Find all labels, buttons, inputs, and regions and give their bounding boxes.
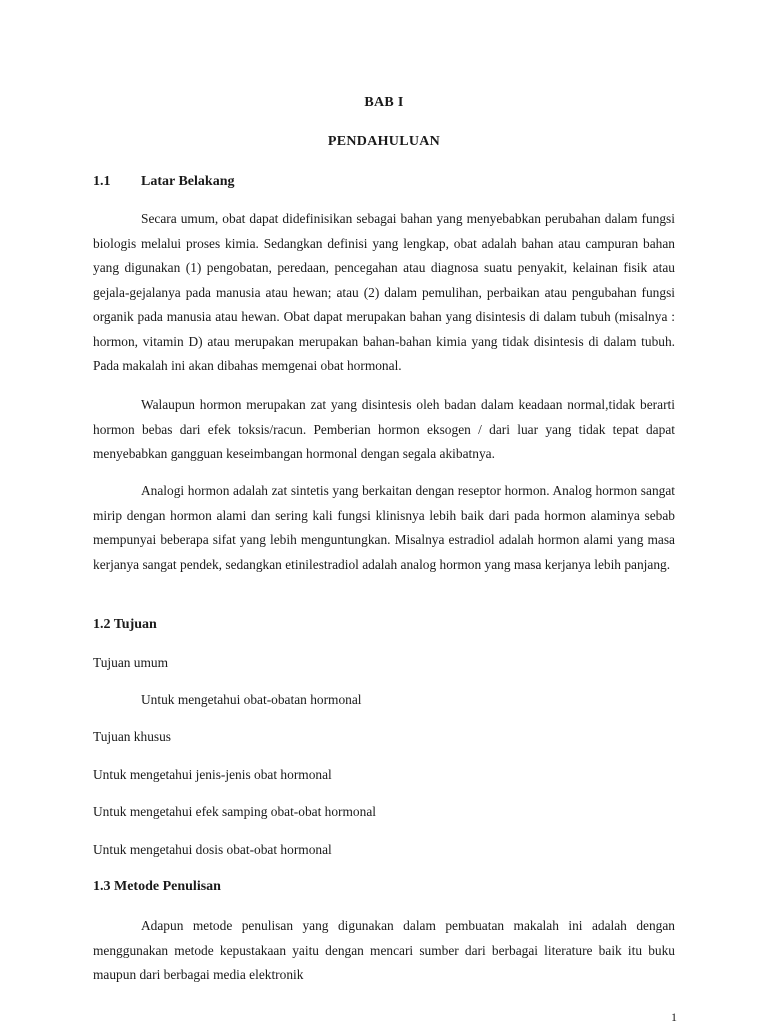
section-heading-tujuan: 1.2 Tujuan	[93, 617, 157, 632]
specific-objective-label: Tujuan khusus	[93, 729, 172, 744]
specific-objective-item: Untuk mengetahui dosis obat-obat hormonal	[93, 842, 332, 857]
section-heading-metode-penulisan: 1.3 Metode Penulisan	[93, 879, 221, 894]
specific-objective-item: Untuk mengetahui jenis-jenis obat hormonal	[93, 767, 332, 782]
paragraph-1: Secara umum, obat dapat didefinisikan sebagai bahan yang menyebabkan perubahan dalam fungsi biologis melalui proses kimia. Sedangkan definisi yang lengkap, obat adalah bahan atau campuran bahan yang digunakan (1) pengobatan, peredaan, pencegahan atau diagnosa suatu penyakit, kelainan fisik atau gejala-gejalanya pada manusia atau hewan; atau (2) dalam pemulihan, perbaikan atau pengubahan fungsi organik pada manusia atau hewan. Obat dapat merupakan bahan yang disintesis di dalam tubuh (misalnya : hormon, vitamin D) atau merupakan merupakan bahan-bahan kimia yang tidak disintesis di dalam tubuh. Pada makalah ini akan dibahas memgenai obat hormonal.	[93, 211, 675, 373]
chapter-title: PENDAHULUAN	[327, 134, 441, 149]
general-objective-item: Untuk mengetahui obat-obatan hormonal	[141, 692, 362, 707]
paragraph-3: Analogi hormon adalah zat sintetis yang berkaitan dengan reseptor hormon. Analog hormon sangat mirip dengan hormon alami dan sering kali fungsi klinisnya lebih baik dari pada hormon alaminya sebab mempunyai beberapa sifat yang lebih menguntungkan. Misalnya estradiol adalah hormon alami yang masa kerjanya sangat pendek, sedangkan etinilestradiol adalah analog hormon yang masa kerjanya lebih panjang.	[93, 483, 675, 572]
specific-objective-item: Untuk mengetahui efek samping obat-obat hormonal	[93, 804, 376, 819]
paragraph-method: Adapun metode penulisan yang digunakan dalam pembuatan makalah ini adalah dengan menggunakan metode kepustakaan yaitu dengan mencari sumber dari berbagai literature baik itu buku maupun dari berbagai media elektronik	[93, 918, 675, 982]
page-number: 1	[671, 1010, 677, 1024]
chapter-label: BAB I	[364, 95, 404, 110]
section-number: 1.1	[93, 174, 111, 189]
section-heading-latar-belakang	[93, 174, 234, 190]
general-objective-label: Tujuan umum	[93, 655, 169, 670]
paragraph-2: Walaupun hormon merupakan zat yang disintesis oleh badan dalam keadaan normal,tidak berarti hormon bebas dari efek toksis/racun. Pemberian hormon eksogen / dari luar yang tidak tepat dapat menyebabkan gangguan keseimbangan hormonal dengan segala akibatnya.	[93, 397, 675, 461]
section-title: Latar Belakang	[141, 174, 235, 189]
